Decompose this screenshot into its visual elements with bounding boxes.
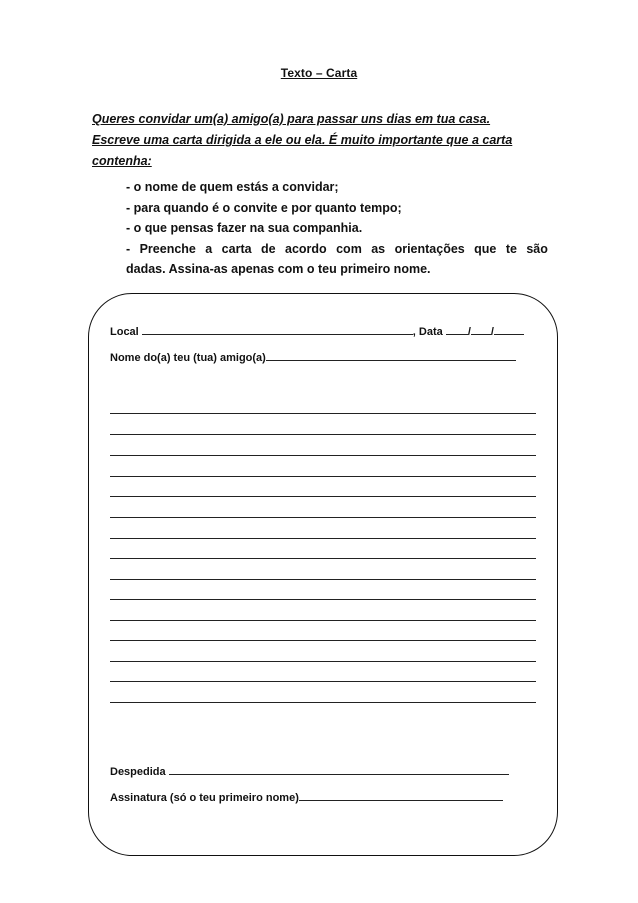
instruction-word: te bbox=[505, 241, 517, 256]
instruction-item-3: - o que pensas fazer na sua companhia. bbox=[126, 221, 363, 235]
local-field[interactable] bbox=[142, 324, 413, 335]
writing-line[interactable] bbox=[110, 558, 536, 559]
instruction-word: são bbox=[526, 241, 548, 256]
date-label: , Data bbox=[412, 326, 443, 338]
closing-row bbox=[110, 764, 509, 778]
date-separator-1: / bbox=[467, 326, 471, 338]
signature-row bbox=[110, 790, 503, 804]
writing-line[interactable] bbox=[110, 702, 536, 703]
worksheet-title: Texto – Carta bbox=[280, 66, 358, 80]
instruction-list bbox=[126, 177, 548, 280]
writing-line[interactable] bbox=[110, 599, 536, 600]
writing-line[interactable] bbox=[110, 413, 536, 414]
writing-line[interactable] bbox=[110, 434, 536, 435]
local-label: Local bbox=[110, 326, 139, 338]
writing-line[interactable] bbox=[110, 538, 536, 539]
instruction-item-5: dadas. Assina-as apenas com o teu primeiro nome. bbox=[126, 262, 431, 276]
signature-field[interactable] bbox=[299, 790, 503, 801]
instruction-word: Preenche bbox=[139, 241, 196, 256]
closing-label: Despedida bbox=[110, 766, 166, 778]
writing-line[interactable] bbox=[110, 517, 536, 518]
date-separator-2: / bbox=[490, 326, 494, 338]
local-date-row bbox=[110, 324, 524, 338]
instruction-word: acordo bbox=[285, 241, 327, 256]
friend-name-row bbox=[110, 350, 516, 364]
writing-line[interactable] bbox=[110, 681, 536, 682]
instructions bbox=[92, 109, 548, 172]
writing-line[interactable] bbox=[110, 640, 536, 641]
instruction-word: a bbox=[205, 241, 213, 256]
writing-line[interactable] bbox=[110, 620, 536, 621]
instruction-item-1: - o nome de quem estás a convidar; bbox=[126, 180, 339, 194]
instructions-line-2: Escreve uma carta dirigida a ele ou ela. É muito importante que a carta bbox=[92, 133, 513, 147]
friend-name-label: Nome do(a) teu (tua) amigo(a) bbox=[110, 352, 266, 364]
closing-field[interactable] bbox=[169, 764, 509, 775]
instruction-word: orientações bbox=[394, 241, 465, 256]
instruction-item-4 bbox=[126, 239, 548, 260]
date-month-field[interactable] bbox=[471, 324, 491, 335]
date-day-field[interactable] bbox=[446, 324, 468, 335]
instruction-word: de bbox=[260, 241, 276, 256]
friend-name-field[interactable] bbox=[266, 350, 516, 361]
instruction-word: carta bbox=[221, 241, 252, 256]
instruction-word: - bbox=[126, 241, 131, 256]
instructions-line-3: contenha: bbox=[92, 154, 152, 168]
signature-label: Assinatura (só o teu primeiro nome) bbox=[110, 792, 299, 804]
instruction-item-2: - para quando é o convite e por quanto tempo; bbox=[126, 200, 402, 215]
writing-line[interactable] bbox=[110, 496, 536, 497]
instructions-line-1: Queres convidar um(a) amigo(a) para passar uns dias em tua casa. bbox=[92, 112, 491, 126]
writing-line[interactable] bbox=[110, 579, 536, 580]
writing-line[interactable] bbox=[110, 455, 536, 456]
writing-line[interactable] bbox=[110, 476, 536, 477]
instruction-word: as bbox=[371, 241, 386, 256]
instruction-word: que bbox=[474, 241, 497, 256]
writing-line[interactable] bbox=[110, 661, 536, 662]
instruction-word: com bbox=[336, 241, 362, 256]
date-year-field[interactable] bbox=[494, 324, 524, 335]
